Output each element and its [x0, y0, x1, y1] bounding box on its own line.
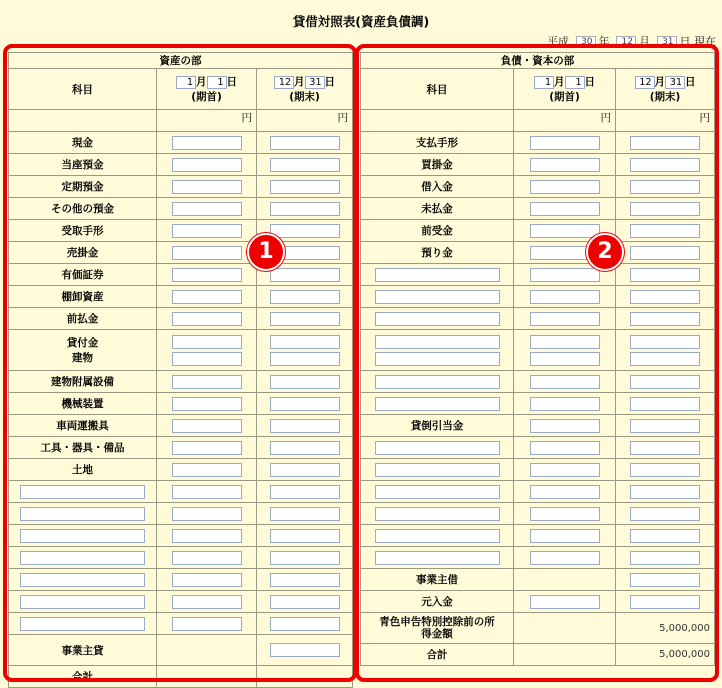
liability-label-accounts-payable: 買掛金 — [361, 154, 514, 176]
asset-label-land: 土地 — [9, 459, 157, 481]
day-label: 日 — [584, 76, 595, 88]
assets-end-day-input[interactable]: 31 — [305, 76, 325, 89]
capital-label: 元入金 — [361, 591, 514, 613]
asset-label-securities: 有価証券 — [9, 264, 157, 286]
asset-label-checking: 当座預金 — [9, 154, 157, 176]
day-label: 日 — [226, 76, 237, 88]
asset-label-other-deposit: その他の預金 — [9, 198, 157, 220]
asset-label-vehicles: 車両運搬具 — [9, 415, 157, 437]
badge-2-icon: 2 — [586, 233, 624, 271]
day-label: 日 — [679, 35, 691, 46]
loan-label: 貸付金 — [66, 337, 99, 349]
asset-label-tools: 工具・器具・備品 — [9, 437, 157, 459]
liabilities-highlight-frame — [355, 44, 719, 682]
asset-label-time-deposit: 定期預金 — [9, 176, 157, 198]
year-label: 年 — [598, 35, 610, 46]
asset-label-building-equipment: 建物附属設備 — [9, 371, 157, 393]
end-period-label: (期末) — [649, 91, 681, 103]
unit-label: 円 — [257, 110, 353, 132]
owner-borrow-label: 事業主借 — [361, 569, 514, 591]
assets-section-header: 資産の部 — [9, 53, 353, 69]
liabilities-end-day-input[interactable]: 31 — [665, 76, 685, 89]
asset-label-prepaid: 前払金 — [9, 308, 157, 330]
asset-label-accounts-receivable: 売掛金 — [9, 242, 157, 264]
year-input[interactable]: 30 — [576, 36, 596, 46]
month-label: 月 — [639, 35, 650, 46]
liabilities-subject-header: 科目 — [361, 69, 514, 110]
liabilities-begin-day-input[interactable]: 1 — [565, 76, 585, 89]
month-label: 月 — [554, 76, 565, 88]
assets-begin-day-input[interactable]: 1 — [207, 76, 227, 89]
month-label: 月 — [294, 76, 305, 88]
unit-label: 円 — [157, 110, 257, 132]
liability-label-deposits-received: 預り金 — [361, 242, 514, 264]
assets-end-month-input[interactable]: 12 — [274, 76, 294, 89]
as-of-label: 現在 — [694, 35, 716, 46]
begin-period-label: (期首) — [549, 91, 580, 103]
day-label: 日 — [685, 76, 696, 88]
liabilities-end-month-input[interactable]: 12 — [635, 76, 655, 89]
liability-label-allowance: 貸倒引当金 — [361, 415, 514, 437]
assets-subject-header: 科目 — [9, 69, 157, 110]
day-input[interactable]: 31 — [657, 36, 677, 46]
day-label: 日 — [324, 76, 335, 88]
building-label: 建物 — [72, 352, 93, 364]
era-label: 平成 — [547, 35, 569, 46]
month-label: 月 — [196, 76, 207, 88]
assets-begin-month-input[interactable]: 1 — [176, 76, 196, 89]
unit-label: 円 — [616, 110, 715, 132]
end-period-label: (期末) — [289, 91, 320, 103]
liabilities-begin-month-input[interactable]: 1 — [534, 76, 554, 89]
page-title: 貸借対照表(資産負債調) — [292, 14, 430, 29]
blue-return-value: 5,000,000 — [616, 613, 715, 644]
owner-loan-label: 事業主貸 — [9, 635, 157, 666]
liabilities-total-label: 合計 — [361, 644, 514, 666]
asset-label-inventory: 棚卸資産 — [9, 286, 157, 308]
assets-highlight-frame — [3, 44, 357, 682]
unit-label: 円 — [514, 110, 616, 132]
asset-label-notes-receivable: 受取手形 — [9, 220, 157, 242]
assets-total-label: 合計 — [9, 666, 157, 688]
month-label: 月 — [654, 76, 665, 88]
asset-label-machinery: 機械装置 — [9, 393, 157, 415]
begin-period-label: (期首) — [191, 91, 222, 103]
liabilities-section-header: 負債・資本の部 — [361, 53, 715, 69]
liability-label-notes-payable: 支払手形 — [361, 132, 514, 154]
badge-1-icon: 1 — [247, 233, 285, 271]
liability-label-borrowings: 借入金 — [361, 176, 514, 198]
asset-label-cash: 現金 — [9, 132, 157, 154]
liability-label-accrued: 未払金 — [361, 198, 514, 220]
liabilities-total-value: 5,000,000 — [616, 644, 715, 666]
liability-label-advances-received: 前受金 — [361, 220, 514, 242]
blue-return-label: 青色申告特別控除前の所得金額 — [361, 613, 514, 644]
month-input[interactable]: 12 — [616, 36, 636, 46]
